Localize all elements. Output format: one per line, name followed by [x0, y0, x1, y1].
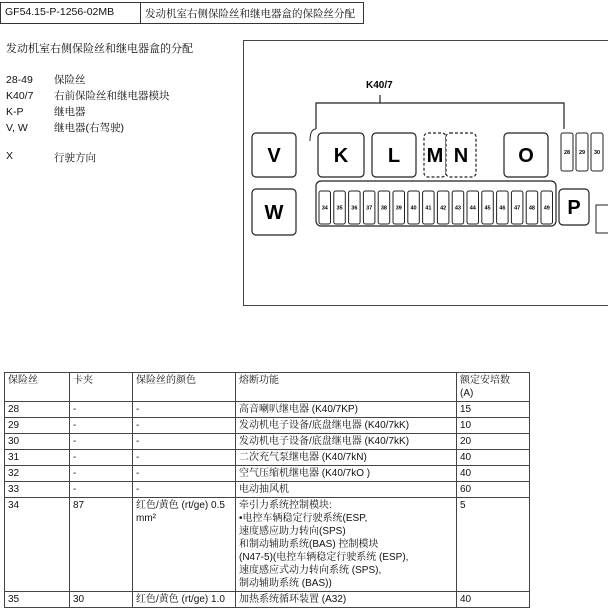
fuse-box-diagram [243, 40, 608, 306]
cell-amps: 60 [457, 482, 530, 498]
fuse-label: 42 [440, 205, 447, 212]
cell-function: 发动机电子设备/底盘继电器 (K40/7kK) [236, 434, 457, 450]
cell-color: - [133, 482, 236, 498]
cell-amps: 15 [457, 402, 530, 418]
cell-clip: - [70, 482, 133, 498]
legend-value: 继电器(右驾驶) [54, 122, 124, 134]
legend-value: 右前保险丝和继电器模块 [54, 90, 170, 102]
cell-function: 电动抽风机 [236, 482, 457, 498]
legend-row [6, 72, 170, 88]
document-code: GF54.15-P-1256-02MB [1, 3, 141, 23]
column-header: 保险丝 [5, 373, 70, 402]
direction-value: 行驶方向 [54, 152, 96, 164]
fuse-label: 38 [380, 205, 388, 212]
direction-legend [6, 150, 96, 165]
cell-function: 加热系统循环装置 (A32) [236, 592, 457, 608]
legend-value: 继电器 [54, 106, 86, 118]
fuse-table [4, 372, 530, 608]
fuse-label: 46 [499, 205, 506, 212]
fuse-label: 40 [410, 205, 417, 212]
cell-amps: 40 [457, 450, 530, 466]
cell-function: 高音喇叭继电器 (K40/7KP) [236, 402, 457, 418]
table-row [5, 466, 530, 482]
fuse-label: 49 [543, 205, 550, 212]
cell-color: - [133, 466, 236, 482]
cell-clip: - [70, 402, 133, 418]
cell-fuse: 32 [5, 466, 70, 482]
fuse-label: 28 [563, 150, 571, 156]
table-header-row [5, 373, 530, 402]
fuse-label: 43 [454, 205, 462, 212]
column-header: 保险丝的颜色 [133, 373, 236, 402]
cell-function: 发动机电子设备/底盘继电器 (K40/7kK) [236, 418, 457, 434]
cell-fuse: 30 [5, 434, 70, 450]
cell-color: 红色/黄色 (rt/ge) 0.5 mm² [133, 498, 236, 592]
relay-label: O [518, 145, 534, 167]
relay-label: K [333, 145, 349, 167]
fuse-box-svg [244, 41, 608, 306]
module-label: K40/7 [366, 80, 393, 91]
cell-fuse: 34 [5, 498, 70, 592]
fuse-label: 48 [528, 205, 536, 212]
legend-value: 保险丝 [54, 74, 86, 86]
cell-fuse: 29 [5, 418, 70, 434]
fuse-label: 36 [351, 205, 358, 212]
cell-color: - [133, 450, 236, 466]
fuse-label: 41 [425, 205, 432, 212]
cell-amps: 40 [457, 592, 530, 608]
legend-row [6, 120, 170, 136]
fuse-label: 30 [593, 150, 601, 156]
cell-amps: 10 [457, 418, 530, 434]
fuse-label: 47 [514, 205, 521, 212]
table-row [5, 402, 530, 418]
legend-key: K40/7 [6, 90, 34, 102]
table-row [5, 592, 530, 608]
section-title: 发动机室右侧保险丝和继电器盒的分配 [6, 43, 193, 55]
cell-clip: 87 [70, 498, 133, 592]
fuse-label: 35 [336, 205, 343, 212]
cell-color: - [133, 418, 236, 434]
relay-label: N [453, 145, 469, 167]
fuse-label: 44 [469, 205, 476, 212]
cell-clip: - [70, 466, 133, 482]
table-row [5, 434, 530, 450]
cell-color: - [133, 434, 236, 450]
legend-key: 28-49 [6, 74, 33, 86]
document-header [0, 2, 364, 24]
fuse-label: 29 [578, 150, 586, 156]
cell-clip: - [70, 434, 133, 450]
direction-key: X [6, 150, 14, 162]
table-row [5, 418, 530, 434]
relay-label: L [387, 145, 401, 167]
table-row [5, 482, 530, 498]
cell-function: 空气压缩机继电器 (K40/7kO ) [236, 466, 457, 482]
fuse-label: 34 [321, 205, 328, 212]
relay-slot [596, 205, 608, 233]
cell-fuse: 35 [5, 592, 70, 608]
cell-function: 牵引力系统控制模块: •电控车辆稳定行驶系统(ESP, 速度感应助力转向(SPS) 和制动辅助系统(BAS) 控制模块 (N47-5)(电控车辆稳定行驶系统 (ESP), 速度感应式动力转向系统 (SPS), 制动辅助系统 (BAS)) [236, 498, 457, 592]
cell-clip: - [70, 418, 133, 434]
table-row [5, 498, 530, 592]
fuse-label: 39 [395, 205, 402, 212]
fuse-label: 45 [484, 205, 491, 212]
cell-amps: 40 [457, 466, 530, 482]
legend-row [6, 88, 170, 104]
relay-label: P [567, 197, 581, 219]
legend-row [6, 104, 170, 120]
relay-label: V [267, 145, 281, 167]
column-header: 额定安培数 (A) [457, 373, 530, 402]
cell-function: 二次充气泵继电器 (K40/7kN) [236, 450, 457, 466]
table-row [5, 450, 530, 466]
legend-key: V, W [6, 122, 28, 134]
column-header: 卡夹 [70, 373, 133, 402]
fuse-label: 37 [366, 205, 373, 212]
cell-fuse: 33 [5, 482, 70, 498]
column-header: 熔断功能 [236, 373, 457, 402]
cell-amps: 20 [457, 434, 530, 450]
legend [6, 72, 170, 136]
cell-color: - [133, 402, 236, 418]
cell-fuse: 31 [5, 450, 70, 466]
cell-amps: 5 [457, 498, 530, 592]
cell-clip: 30 [70, 592, 133, 608]
cell-clip: - [70, 450, 133, 466]
cell-fuse: 28 [5, 402, 70, 418]
cell-color: 红色/黄色 (rt/ge) 1.0 [133, 592, 236, 608]
relay-label: M [426, 145, 444, 167]
document-title: 发动机室右侧保险丝和继电器盒的保险丝分配 [145, 8, 355, 20]
relay-label: W [264, 202, 284, 224]
legend-key: K-P [6, 106, 24, 118]
